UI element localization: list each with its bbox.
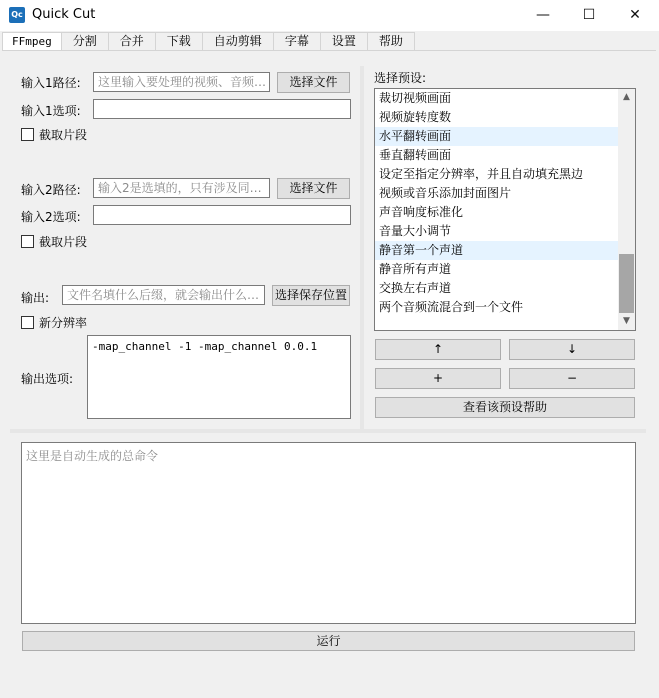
list-item[interactable]: 视频或音乐添加封面图片 <box>379 186 512 200</box>
checkbox-box[interactable] <box>21 235 34 248</box>
list-item[interactable]: 交换左右声道 <box>379 281 452 295</box>
new-resolution-label: 新分辨率 <box>39 316 88 330</box>
presets-label: 选择预设: <box>374 71 427 85</box>
input2-clip-checkbox[interactable] <box>21 233 87 250</box>
list-item[interactable]: 垂直翻转画面 <box>379 148 452 162</box>
run-button[interactable]: 运行 <box>22 631 635 651</box>
list-item[interactable]: 裁切视频画面 <box>379 91 452 105</box>
close-button[interactable]: ✕ <box>629 7 641 23</box>
remove-preset-button[interactable]: − <box>509 368 635 389</box>
tab-merge[interactable]: 合并 <box>108 32 156 51</box>
tab-split[interactable]: 分割 <box>61 32 109 51</box>
input1-options-label: 输入1选项: <box>21 104 81 118</box>
tab-download[interactable]: 下载 <box>155 32 203 51</box>
tab-subtitle[interactable]: 字幕 <box>273 32 321 51</box>
output-options-label: 输出选项: <box>21 372 74 386</box>
tab-divider <box>2 50 656 51</box>
input1-browse-button[interactable]: 选择文件 <box>277 72 350 93</box>
tab-auto-edit[interactable]: 自动剪辑 <box>202 32 274 51</box>
horizontal-splitter[interactable] <box>10 429 646 433</box>
vertical-splitter[interactable] <box>360 66 364 430</box>
scroll-thumb[interactable] <box>619 254 634 313</box>
add-preset-button[interactable]: + <box>375 368 501 389</box>
scroll-down-icon[interactable]: ▼ <box>623 316 630 326</box>
checkbox-box[interactable] <box>21 128 34 141</box>
output-label: 输出: <box>21 291 50 305</box>
tab-bar <box>2 32 414 51</box>
input1-path-field[interactable]: 这里输入要处理的视频、音频… <box>93 72 270 92</box>
list-item[interactable]: 声音响度标准化 <box>379 205 464 219</box>
output-browse-button[interactable]: 选择保存位置 <box>272 285 350 306</box>
preset-list-scrollbar[interactable] <box>618 89 635 330</box>
output-path-field[interactable]: 文件名填什么后缀，就会输出什么… <box>62 285 265 305</box>
list-item[interactable]: 水平翻转画面 <box>375 127 618 146</box>
input1-path-label: 输入1路径: <box>21 76 81 90</box>
list-item[interactable]: 音量大小调节 <box>379 224 452 238</box>
list-item[interactable]: 设定至指定分辨率，并且自动填充黑边 <box>379 167 584 181</box>
list-item[interactable]: 视频旋转度数 <box>379 110 452 124</box>
app-icon: Qc <box>9 7 25 23</box>
preset-help-button[interactable]: 查看该预设帮助 <box>375 397 635 418</box>
minimize-button[interactable]: — <box>536 7 550 23</box>
new-resolution-checkbox[interactable] <box>21 314 87 331</box>
tab-settings[interactable]: 设置 <box>320 32 368 51</box>
output-options-field[interactable]: -map_channel -1 -map_channel 0.0.1 <box>87 335 351 419</box>
input2-path-label: 输入2路径: <box>21 183 81 197</box>
tab-ffmpeg[interactable]: FFmpeg <box>2 32 62 51</box>
input1-clip-checkbox[interactable] <box>21 126 87 143</box>
window-title: Quick Cut <box>32 7 96 22</box>
input2-options-label: 输入2选项: <box>21 210 81 224</box>
input2-options-field[interactable] <box>93 205 351 225</box>
maximize-button[interactable]: ☐ <box>582 7 596 23</box>
checkbox-box[interactable] <box>21 316 34 329</box>
input1-clip-label: 截取片段 <box>39 128 88 142</box>
preset-list[interactable] <box>374 88 636 331</box>
command-field[interactable]: 这里是自动生成的总命令 <box>21 442 636 624</box>
move-down-button[interactable]: ↓ <box>509 339 635 360</box>
list-item[interactable]: 静音第一个声道 <box>375 241 618 260</box>
list-item[interactable]: 两个音频流混合到一个文件 <box>379 300 524 314</box>
input1-options-field[interactable] <box>93 99 351 119</box>
input2-path-field[interactable]: 输入2是选填的，只有涉及同… <box>93 178 270 198</box>
title-bar <box>0 0 659 31</box>
scroll-up-icon[interactable]: ▲ <box>623 92 630 102</box>
list-item[interactable]: 静音所有声道 <box>379 262 452 276</box>
input2-clip-label: 截取片段 <box>39 235 88 249</box>
move-up-button[interactable]: ↑ <box>375 339 501 360</box>
input2-browse-button[interactable]: 选择文件 <box>277 178 350 199</box>
tab-help[interactable]: 帮助 <box>367 32 415 51</box>
